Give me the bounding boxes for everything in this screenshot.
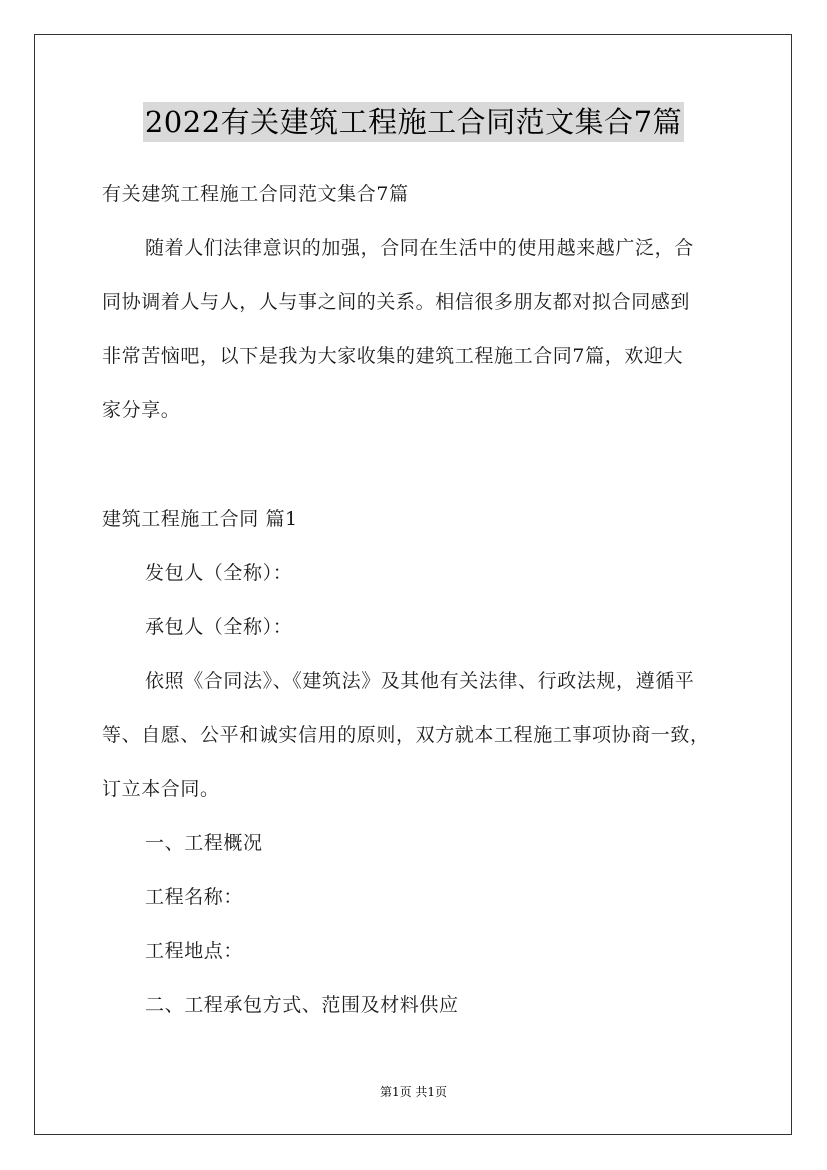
- intro-paragraph-line-4: 家分享。: [102, 399, 181, 421]
- project-location-field: 工程地点：: [145, 940, 244, 962]
- document-title: 2022有关建筑工程施工合同范文集合7篇: [143, 102, 684, 142]
- contract-party-employer: 发包人（全称）：: [145, 562, 293, 584]
- clause-heading-contract-scope: 二、工程承包方式、范围及材料供应: [145, 994, 459, 1016]
- clause-heading-overview: 一、工程概况: [145, 832, 263, 854]
- intro-paragraph-line-3: 非常苦恼吧，以下是我为大家收集的建筑工程施工合同7篇，欢迎大: [102, 345, 684, 367]
- page-footer: 第1页 共1页: [379, 1085, 448, 1099]
- subtitle-line: 有关建筑工程施工合同范文集合7篇: [102, 183, 409, 205]
- basis-paragraph-line-1: 依照《合同法》、《建筑法》及其他有关法律、行政法规，遵循平: [145, 670, 695, 692]
- title-container: [0, 102, 827, 142]
- project-name-field: 工程名称：: [145, 886, 244, 908]
- section-heading: 建筑工程施工合同 篇1: [102, 508, 298, 530]
- basis-paragraph-line-3: 订立本合同。: [102, 778, 220, 800]
- intro-paragraph-line-2: 同协调着人与人，人与事之间的关系。相信很多朋友都对拟合同感到: [102, 291, 691, 313]
- contract-party-contractor: 承包人（全称）：: [145, 616, 293, 638]
- basis-paragraph-line-2: 等、自愿、公平和诚实信用的原则，双方就本工程施工事项协商一致，: [102, 724, 710, 746]
- intro-paragraph-line-1: 随着人们法律意识的加强，合同在生活中的使用越来越广泛，合: [145, 237, 694, 259]
